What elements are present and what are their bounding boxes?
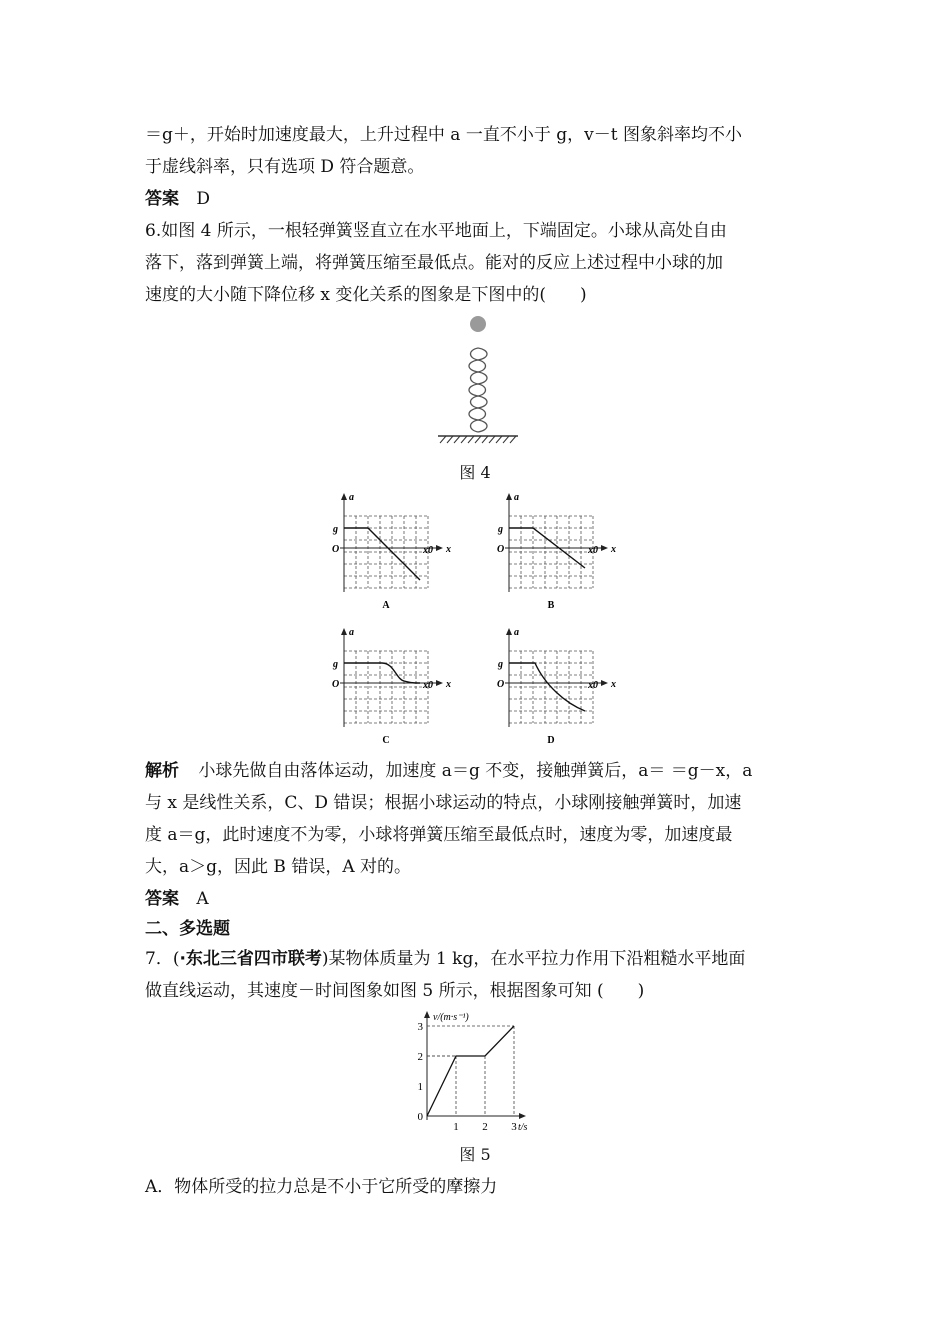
- q7-number: 7．(: [145, 949, 180, 969]
- origin-label: O: [497, 679, 505, 690]
- origin-label: O: [332, 679, 340, 690]
- x-arrow: [519, 1113, 526, 1119]
- x0-label: x0: [423, 545, 433, 556]
- x-axis-label: x: [446, 544, 451, 555]
- acceleration-curve: [344, 663, 420, 683]
- option-label: A: [382, 600, 390, 611]
- y-arrow: [424, 1011, 430, 1018]
- y-arrow: [341, 628, 347, 635]
- q7-source: ·东北三省四市联考: [179, 949, 322, 969]
- y-axis-label: a: [349, 492, 354, 503]
- x0-label: x0: [588, 680, 598, 691]
- spring-figure: [430, 312, 530, 447]
- x-arrow: [601, 680, 608, 686]
- x0-label: x0: [423, 680, 433, 691]
- ground-hatch: [440, 436, 516, 443]
- grid: [344, 516, 428, 588]
- y-arrow: [506, 628, 512, 635]
- q7-line-2: 做直线运动，其速度－时间图象如图 5 所示，根据图象可知 ( ): [145, 981, 645, 1001]
- answer-5: [145, 184, 805, 214]
- acceleration-curve: [344, 528, 420, 580]
- y-arrow: [506, 493, 512, 500]
- figure-4-caption: 图 4: [459, 463, 491, 482]
- option-label: B: [547, 600, 555, 611]
- spring-coil: [469, 348, 487, 432]
- y-tick-label: 1: [417, 1081, 423, 1093]
- analysis-text-1: 小球先做自由落体运动，加速度 a＝g 不变，接触弹簧后，a＝ ＝g－x，a: [198, 761, 753, 781]
- option-label: D: [547, 735, 555, 746]
- ball: [470, 316, 486, 332]
- y-tick-label: 2: [417, 1051, 423, 1063]
- y-axis-label: a: [514, 627, 519, 638]
- q7-option-a: A．物体所受的拉力总是不小于它所受的摩擦力: [145, 1177, 498, 1197]
- x-axis-label: x: [611, 544, 616, 555]
- x-tick-label: 2: [482, 1121, 488, 1133]
- x-tick-label: 3: [511, 1121, 517, 1133]
- q7-text: )某物体质量为 1 kg，在水平拉力作用下沿粗糙水平地面: [321, 949, 746, 969]
- answer-value: D: [196, 189, 211, 209]
- g-label: g: [498, 524, 503, 535]
- x-axis-label: t/s: [518, 1122, 528, 1133]
- figure-5-caption: 图 5: [459, 1145, 491, 1164]
- intro-line-1: ＝g＋，开始时加速度最大，上升过程中 a 一直不小于 g，v－t 图象斜率均不小: [145, 125, 742, 145]
- y-axis-label: a: [514, 492, 519, 503]
- intro-line-2: 于虚线斜率，只有选项 D 符合题意。: [145, 157, 425, 177]
- analysis-line-3: 度 a＝g，此时速度不为零，小球将弹簧压缩至最低点时，速度为零，加速度最: [145, 825, 733, 845]
- g-label: g: [498, 659, 503, 670]
- q6-line-2: 落下，落到弹簧上端，将弹簧压缩至最低点。能对的反应上述过程中小球的加: [145, 253, 723, 273]
- x-arrow: [601, 545, 608, 551]
- analysis-line-1: [145, 756, 805, 786]
- x-axis-label: x: [446, 679, 451, 690]
- answer-value: A: [196, 889, 209, 909]
- vt-chart: [405, 1008, 545, 1136]
- g-label: g: [333, 659, 338, 670]
- origin-label: O: [497, 544, 505, 555]
- q6-line-3: 速度的大小随下降位移 x 变化关系的图象是下图中的( ): [145, 285, 587, 305]
- x-arrow: [436, 545, 443, 551]
- x-axis-label: x: [611, 679, 616, 690]
- y-tick-label: 0: [417, 1111, 423, 1123]
- y-tick-label: 3: [417, 1021, 423, 1033]
- option-label: C: [382, 735, 390, 746]
- g-label: g: [333, 524, 338, 535]
- q7-line-1: [145, 944, 805, 974]
- y-axis-label: a: [349, 627, 354, 638]
- x-tick-label: 1: [453, 1121, 459, 1133]
- x0-label: x0: [588, 545, 598, 556]
- option-graph-a: [332, 492, 451, 611]
- option-graphs: [320, 488, 640, 750]
- origin-label: O: [332, 544, 340, 555]
- analysis-line-4: 大，a＞g，因此 B 错误，A 对的。: [145, 857, 411, 877]
- grid: [509, 516, 593, 588]
- analysis-label: 解析: [145, 761, 179, 781]
- grid: [344, 651, 428, 723]
- answer-6: [145, 884, 805, 914]
- answer-label: 答案: [145, 889, 179, 909]
- option-graph-d: [497, 627, 616, 746]
- velocity-line: [427, 1026, 514, 1116]
- y-axis-label: v/(m·s⁻¹): [433, 1012, 469, 1023]
- answer-label: 答案: [145, 189, 179, 209]
- section-heading: 二、多选题: [145, 919, 230, 939]
- option-graph-c: [332, 627, 451, 746]
- option-graph-b: [497, 492, 616, 611]
- y-arrow: [341, 493, 347, 500]
- x-arrow: [436, 680, 443, 686]
- analysis-line-2: 与 x 是线性关系，C、D 错误；根据小球运动的特点，小球刚接触弹簧时，加速: [145, 793, 742, 813]
- q6-line-1: 6.如图 4 所示，一根轻弹簧竖直立在水平地面上，下端固定。小球从高处自由: [145, 221, 727, 241]
